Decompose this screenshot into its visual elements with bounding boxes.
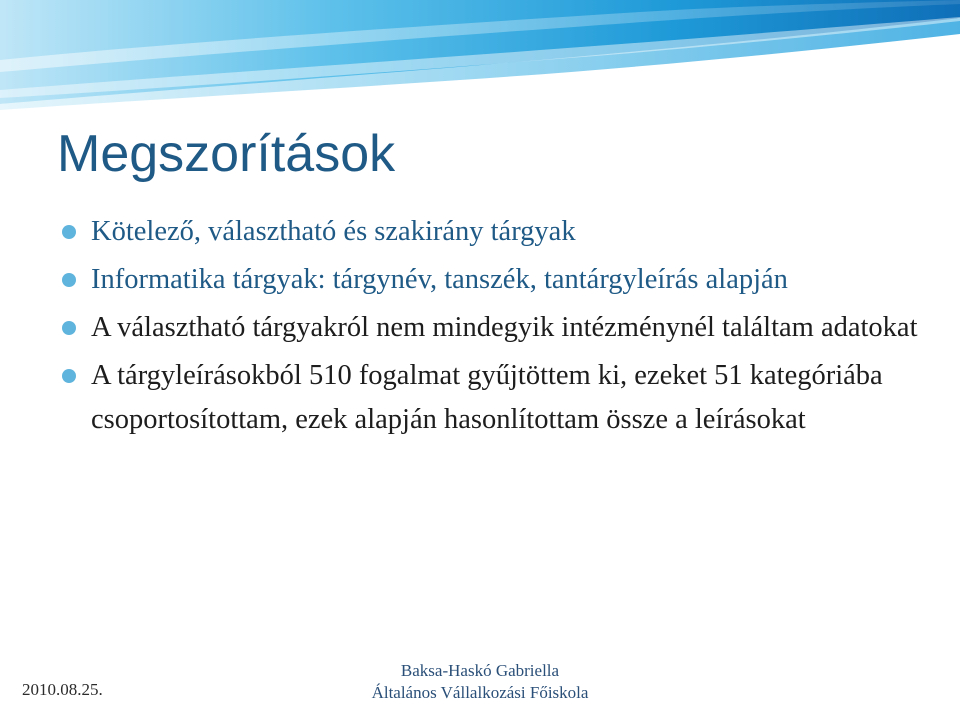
bullet-dot-icon [62, 369, 76, 383]
footer-author-block [300, 660, 660, 704]
bullet-item [62, 354, 922, 442]
footer-date: 2010.08.25. [22, 680, 103, 699]
bullet-dot-icon [62, 321, 76, 335]
bullet-dot-icon [62, 273, 76, 287]
bullet-list [62, 210, 922, 446]
footer-author: Baksa-Haskó Gabriella [400, 661, 560, 680]
bullet-item [62, 306, 922, 350]
bullet-text: A tárgyleírásokból 510 fogalmat gyűjtöttem ki, ezeket 51 kategóriába csoportosítottam, ezek alapján hasonlítottam össze a leírásokat [91, 360, 883, 435]
bullet-dot-icon [62, 225, 76, 239]
bullet-item [62, 210, 922, 254]
bullet-text: A választható tárgyakról nem mindegyik intézménynél találtam adatokat [91, 312, 918, 343]
bullet-text: Kötelező, választható és szakirány tárgyak [91, 216, 576, 247]
bullet-text: Informatika tárgyak: tárgynév, tanszék, tantárgyleírás alapján [91, 264, 788, 295]
footer-institution: Általános Vállalkozási Főiskola [371, 683, 589, 702]
header-wave-banner [0, 0, 960, 110]
slide-title: Megszorítások [57, 125, 396, 183]
bullet-item [62, 258, 922, 302]
